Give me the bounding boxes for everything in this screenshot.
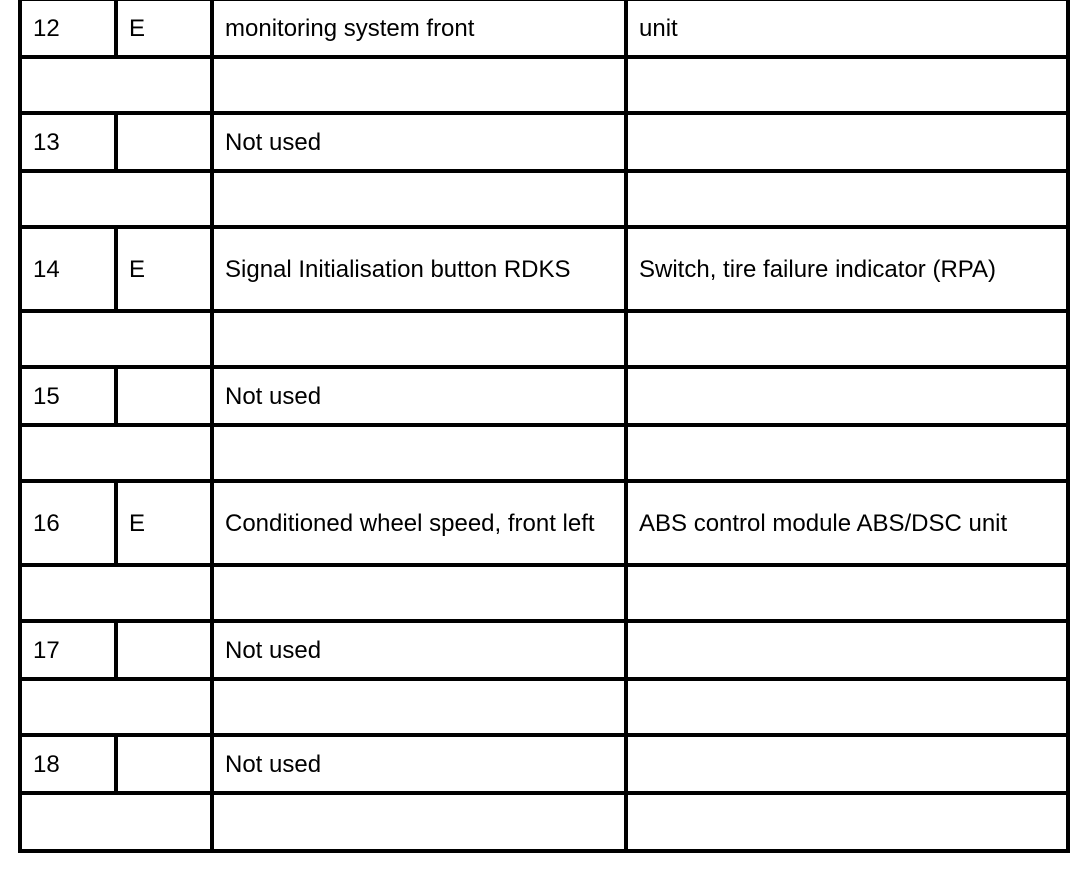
spacer-cell — [20, 565, 212, 621]
spacer-row — [20, 679, 1068, 735]
pin-number-cell: 12 — [20, 0, 116, 57]
connection-cell: unit — [626, 0, 1068, 57]
signal-type-cell — [116, 367, 212, 425]
spacer-cell — [20, 793, 212, 851]
spacer-row — [20, 311, 1068, 367]
signal-type-cell — [116, 735, 212, 793]
connection-cell — [626, 367, 1068, 425]
spacer-cell — [212, 311, 626, 367]
spacer-cell — [20, 311, 212, 367]
pin-number-cell: 17 — [20, 621, 116, 679]
pin-number-cell: 18 — [20, 735, 116, 793]
pin-row — [20, 113, 1068, 171]
signal-type-cell: E — [116, 0, 212, 57]
spacer-cell — [20, 425, 212, 481]
spacer-cell — [212, 57, 626, 113]
spacer-cell — [626, 425, 1068, 481]
spacer-cell — [212, 679, 626, 735]
spacer-cell — [626, 793, 1068, 851]
table-body — [20, 0, 1068, 851]
connection-cell: ABS control module ABS/DSC unit — [626, 481, 1068, 565]
signal-type-cell: E — [116, 227, 212, 311]
spacer-row — [20, 171, 1068, 227]
spacer-cell — [212, 565, 626, 621]
description-cell: Not used — [212, 621, 626, 679]
spacer-cell — [626, 171, 1068, 227]
spacer-cell — [212, 425, 626, 481]
spacer-cell — [212, 171, 626, 227]
connection-cell: Switch, tire failure indicator (RPA) — [626, 227, 1068, 311]
pin-row — [20, 481, 1068, 565]
pin-number-cell: 16 — [20, 481, 116, 565]
description-cell: monitoring system front — [212, 0, 626, 57]
spacer-row — [20, 57, 1068, 113]
pin-number-cell: 15 — [20, 367, 116, 425]
spacer-cell — [626, 565, 1068, 621]
spacer-cell — [212, 793, 626, 851]
connection-cell — [626, 735, 1068, 793]
pin-number-cell: 14 — [20, 227, 116, 311]
description-cell: Not used — [212, 367, 626, 425]
spacer-row — [20, 425, 1068, 481]
pin-row — [20, 621, 1068, 679]
pin-number-cell: 13 — [20, 113, 116, 171]
spacer-cell — [20, 57, 212, 113]
pin-row — [20, 0, 1068, 57]
spacer-cell — [20, 679, 212, 735]
connection-cell — [626, 621, 1068, 679]
description-cell: Conditioned wheel speed, front left — [212, 481, 626, 565]
spacer-row — [20, 793, 1068, 851]
description-cell: Not used — [212, 735, 626, 793]
connection-cell — [626, 113, 1068, 171]
pin-assignment-table — [18, 0, 1070, 853]
description-cell: Signal Initialisation button RDKS — [212, 227, 626, 311]
signal-type-cell: E — [116, 481, 212, 565]
signal-type-cell — [116, 113, 212, 171]
pin-row — [20, 367, 1068, 425]
pin-row — [20, 227, 1068, 311]
spacer-cell — [626, 311, 1068, 367]
spacer-cell — [20, 171, 212, 227]
signal-type-cell — [116, 621, 212, 679]
spacer-cell — [626, 57, 1068, 113]
pin-row — [20, 735, 1068, 793]
spacer-row — [20, 565, 1068, 621]
description-cell: Not used — [212, 113, 626, 171]
spacer-cell — [626, 679, 1068, 735]
